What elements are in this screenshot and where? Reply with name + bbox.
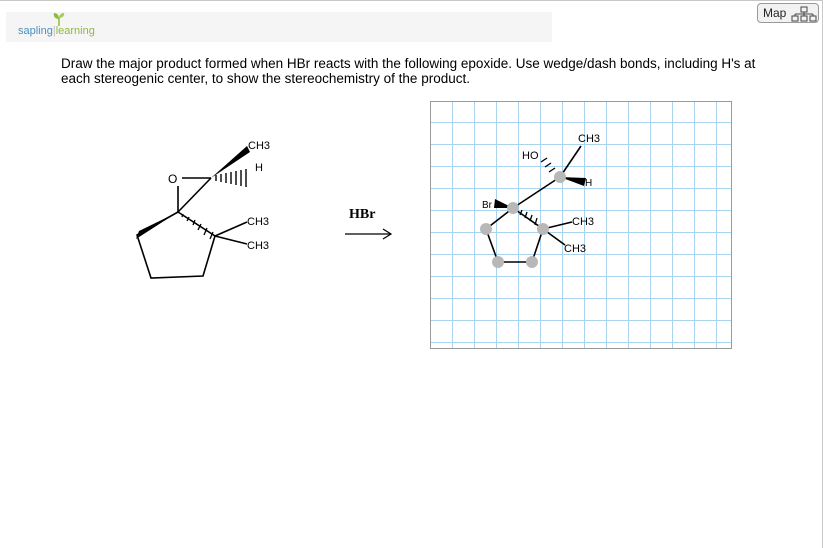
product-hash-ho xyxy=(541,158,555,172)
product-bond-ring-side xyxy=(513,177,560,208)
question-text: Draw the major product formed when HBr reacts with the following epoxide. Use wedge/dash bonds, including H's at each stereogenic center, to show the stereochemistry of the product. xyxy=(61,56,756,86)
logo-learning: learning xyxy=(55,25,95,37)
reactant-bond-ch3-mid xyxy=(215,222,247,236)
reactant-epoxide-bond-cc xyxy=(178,178,211,212)
reactant-ch3-top: CH3 xyxy=(248,140,271,152)
product-ch3-bot: CH3 xyxy=(564,243,587,255)
reactant-ch3-mid: CH3 xyxy=(247,216,270,228)
product-br: Br xyxy=(482,200,492,211)
reactant-atom-h: H xyxy=(255,162,263,174)
product-ho: HO xyxy=(522,150,539,162)
product-h: H xyxy=(585,178,593,189)
map-button-label: Map xyxy=(763,6,787,20)
reactant-hash-h xyxy=(216,169,246,187)
reactant-wedge-ring xyxy=(136,212,178,239)
product-ch3-mid: CH3 xyxy=(572,216,595,228)
reactant-molecule xyxy=(136,140,270,278)
product-ch3-top: CH3 xyxy=(578,133,601,145)
reaction-arrow-group xyxy=(345,207,391,239)
reagent-label: HBr xyxy=(349,207,376,222)
logo-sapling: sapling xyxy=(18,25,53,37)
product-atom-markers xyxy=(480,171,566,268)
reactant-bond-ch3-bot xyxy=(215,236,247,244)
reactant-ch3-bot: CH3 xyxy=(247,240,270,252)
product-ring xyxy=(486,208,543,262)
logo-wordmark: sapling|learning xyxy=(18,25,95,37)
reactant-atom-o: O xyxy=(168,172,178,186)
reactant-ring xyxy=(137,212,215,278)
